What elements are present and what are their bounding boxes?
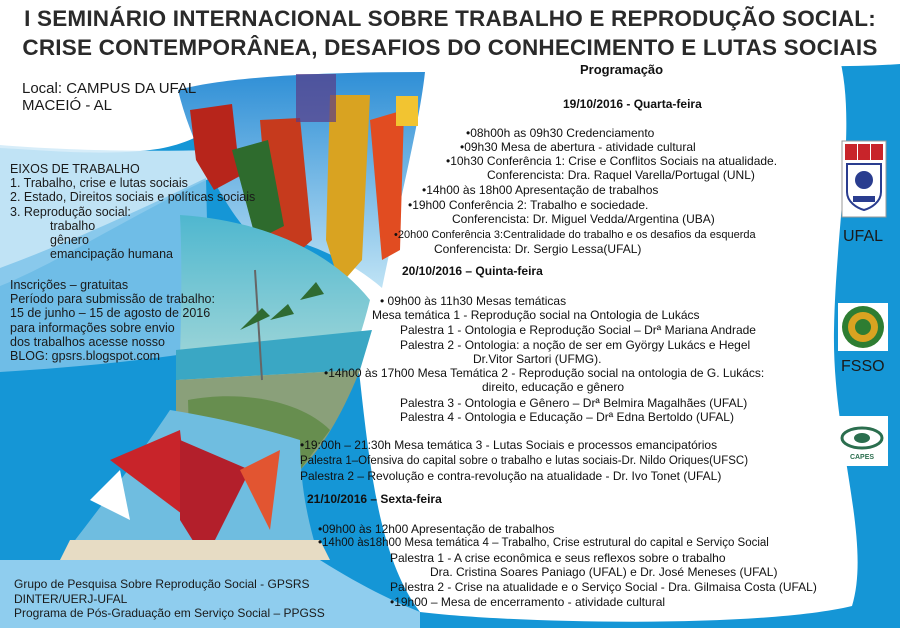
ufal-logo bbox=[841, 140, 887, 218]
program-line: •20h00 Conferência 3:Centralidade do trabalho e os desafios da esquerda bbox=[394, 229, 756, 241]
program-line: Palestra 3 - Ontologia e Gênero – Drª Belmira Magalhães (UFAL) bbox=[400, 396, 748, 410]
date-heading: 19/10/2016 - Quarta-feira bbox=[563, 97, 702, 111]
inscricoes-line: Inscrições – gratuitas bbox=[10, 278, 129, 292]
program-line: Palestra 2 - Crise na atualidade e o Serviço Social - Dra. Gilmaisa Costa (UFAL) bbox=[390, 580, 817, 594]
local-block bbox=[22, 80, 196, 114]
programacao-heading: Programação bbox=[580, 62, 664, 77]
program-line: direito, educação e gênero bbox=[482, 380, 625, 394]
program-line: •14h00 às 18h00 Apresentação de trabalhos bbox=[422, 183, 659, 197]
footer-line: DINTER/UERJ-UFAL bbox=[14, 591, 128, 606]
eixos-subitem: emancipação humana bbox=[50, 247, 173, 262]
program-line: •09h00 às 12h00 Apresentação de trabalhos bbox=[318, 522, 555, 536]
inscricoes-line: dos trabalhos acesse nosso bbox=[10, 334, 165, 349]
eixos-subitem: gênero bbox=[50, 233, 89, 248]
title-line-1: I SEMINÁRIO INTERNACIONAL SOBRE TRABALHO E REPRODUÇÃO SOCIAL: bbox=[24, 6, 876, 31]
program-line: Conferencista: Dr. Sergio Lessa(UFAL) bbox=[434, 242, 642, 256]
eixos-block bbox=[10, 162, 255, 261]
inscricoes-line: Período para submissão de trabalho: bbox=[10, 292, 215, 307]
local-line-1: Local: CAMPUS DA UFAL bbox=[22, 80, 197, 97]
local-line-2: MACEIÓ - AL bbox=[22, 97, 113, 114]
date-heading: 21/10/2016 – Sexta-feira bbox=[307, 492, 442, 506]
eixos-subitem: trabalho bbox=[50, 218, 96, 233]
program-line: Palestra 4 - Ontologia e Educação – Drª Edna Bertoldo (UFAL) bbox=[400, 410, 734, 424]
program-line: •14h00 às18h00 Mesa temática 4 – Trabalho, Crise estrutural do capital e Serviço Social bbox=[318, 537, 769, 549]
program-line: •19h00 Conferência 2: Trabalho e sociedade. bbox=[408, 198, 649, 212]
title-line-2: CRISE CONTEMPORÂNEA, DESAFIOS DO CONHECIMENTO E LUTAS SOCIAIS bbox=[22, 35, 878, 60]
eixos-item: 1. Trabalho, crise e lutas sociais bbox=[10, 176, 188, 191]
program-line: Dr.Vitor Sartori (UFMG). bbox=[473, 352, 602, 366]
program-line: •19:00h – 21:30h Mesa temática 3 - Lutas Sociais e processos emancipatórios bbox=[300, 438, 718, 452]
ufal-label: UFAL bbox=[843, 228, 884, 245]
program-line: Palestra 1 - Ontologia e Reprodução Social – Drª Mariana Andrade bbox=[400, 323, 756, 337]
program-line: Conferencista: Dra. Raquel Varella/Portugal (UNL) bbox=[487, 168, 755, 182]
program-line: Conferencista: Dr. Miguel Vedda/Argentina (UBA) bbox=[452, 212, 715, 226]
eixos-item: 2. Estado, Direitos sociais e políticas sociais bbox=[10, 190, 256, 205]
program-line: Palestra 1–Ofensiva do capital sobre o trabalho e lutas sociais-Dr. Nildo Oriques(UFSC) bbox=[300, 455, 749, 467]
program-line: •19h00 – Mesa de encerramento - atividade cultural bbox=[390, 595, 666, 609]
program-line: Mesa temática 1 - Reprodução social na Ontologia de Lukács bbox=[372, 308, 700, 322]
program-line: •08h00h as 09h30 Credenciamento bbox=[466, 126, 655, 140]
inscricoes-line: 15 de junho – 15 de agosto de 2016 bbox=[10, 306, 211, 321]
eixos-item: 3. Reprodução social: bbox=[10, 204, 131, 219]
capes-label: CAPES bbox=[849, 454, 875, 461]
program-line: Palestra 1 - A crise econômica e seus reflexos sobre o trabalho bbox=[390, 551, 726, 565]
inscricoes-line: para informações sobre envio bbox=[10, 320, 175, 335]
inscricoes-block bbox=[10, 278, 215, 363]
blog-link[interactable]: BLOG: gpsrs.blogspot.com bbox=[10, 349, 161, 364]
date-heading: 20/10/2016 – Quinta-feira bbox=[402, 264, 543, 278]
program-line: Palestra 2 – Revolução e contra-revolução na atualidade - Dr. Ivo Tonet (UFAL) bbox=[300, 469, 722, 483]
program-line: • 09h00 às 11h30 Mesas temáticas bbox=[380, 294, 567, 308]
footer-line: Grupo de Pesquisa Sobre Reprodução Social - GPSRS bbox=[14, 577, 310, 591]
eixos-heading: EIXOS DE TRABALHO bbox=[10, 162, 140, 176]
program-line: Palestra 2 - Ontologia: a noção de ser em György Lukács e Hegel bbox=[400, 338, 751, 352]
fsso-label: FSSO bbox=[841, 358, 885, 375]
footer-block bbox=[14, 577, 325, 621]
fsso-logo bbox=[838, 303, 888, 351]
program-line: •14h00 às 17h00 Mesa Temática 2 - Reprodução social na ontologia de G. Lukács: bbox=[324, 366, 765, 380]
footer-line: Programa de Pós-Graduação em Serviço Social – PPGSS bbox=[14, 606, 325, 620]
program-line: •10h30 Conferência 1: Crise e Conflitos Sociais na atualidade. bbox=[446, 154, 778, 168]
program-line: •09h30 Mesa de abertura - atividade cultural bbox=[460, 140, 696, 154]
program-line: Dra. Cristina Soares Paniago (UFAL) e Dr. José Meneses (UFAL) bbox=[430, 565, 778, 579]
